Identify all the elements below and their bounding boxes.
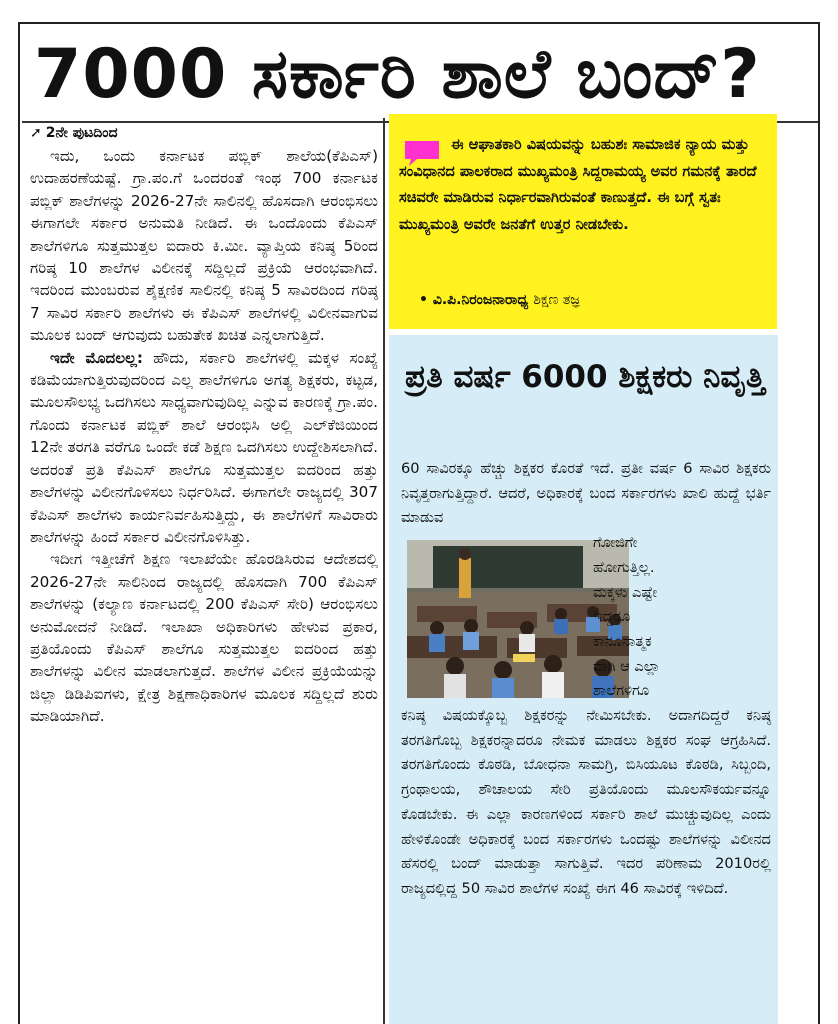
sidebar-paragraph: ಕನಿಷ್ಠ ವಿಷಯಕ್ಕೊಬ್ಬ ಶಿಕ್ಷಕರನ್ನು ನೇಮಿಸಬೇಕು. ಅದಾಗದಿದ್ದರೆ ಕನಿಷ್ಠ ತರಗತಿಗೊಬ್ಬ ಶಿಕ್ಷಕರನ್ನಾದರೂ ನೇಮಕ ಮಾಡಲು ಶಿಕ್ಷಕರ ಸಂಘ ಆಗ್ರಹಿಸಿದೆ. ತರಗತಿಗೊಂದು ಕೊಠಡಿ, ಬೋಧನಾ ಸಾಮಗ್ರಿ, ಬಿಸಿಯೂಟ ಕೊಠಡಿ, ಸಿಬ್ಬಂದಿ, ಗ್ರಂಥಾಲಯ, ಶೌಚಾಲಯ ಸೇರಿ ಪ್ರತಿಯೊಂದು ಮೂಲಸೌಕರ್ಯವನ್ನೂ ಕೊಡಬೇಕು. ಈ ಎಲ್ಲಾ ಕಾರಣಗಳಿಂದ ಸರ್ಕಾರಿ ಶಾಲೆ ಮುಚ್ಚುವುದಿಲ್ಲ ಎಂದು ಹೇಳಿಕೊಂಡೇ ಅಧಿಕಾರಕ್ಕೆ ಬಂದ ಸರ್ಕಾರಗಳು ಒಂದಷ್ಟು ಶಾಲೆಗಳನ್ನು ವಿಲೀನದ ಹೆಸರಲ್ಲಿ ಬಂದ್ ಮಾಡುತ್ತಾ ಸಾಗುತ್ತಿವೆ. ಇದರ ಪರಿಣಾಮ 2010ರಲ್ಲಿ ರಾಜ್ಯದಲ್ಲಿದ್ದ 50 ಸಾವಿರ ಶಾಲೆಗಳ ಸಂಖ್ಯೆ ಈಗ 46 ಸಾವಿರಕ್ಕೆ ಇಳಿದಿದೆ. [401,707,771,897]
article-paragraph [30,145,378,347]
article-paragraph [30,347,378,549]
sidebar-headline: ಪ್ರತಿ ವರ್ಷ 6000 ಶಿಕ್ಷಕರು ನಿವೃತ್ತಿ [405,359,765,395]
wrap-line: ಹೋಗುತ್ತಿಲ್ಲ. [593,558,655,576]
sidebar-paragraph: 60 ಸಾವಿರಕ್ಕೂ ಹೆಚ್ಚು ಶಿಕ್ಷಕರ ಕೊರತೆ ಇದೆ. ಪ್ರತೀ ವರ್ಷ 6 ಸಾವಿರ ಶಿಕ್ಷಕರು ನಿವೃತ್ತರಾಗುತ್ತಿದ್ದಾರೆ. ಆದರೆ, ಅಧಿಕಾರಕ್ಕೆ ಬಂದ ಸರ್ಕಾರಗಳು ಖಾಲಿ ಹುದ್ದೆ ಭರ್ತಿ ಮಾಡುವ [401,460,771,527]
page-border-left [18,22,20,1024]
continued-from [30,125,378,141]
main-article [30,125,378,1024]
paragraph-text: ಇದೀಗ ಇತ್ತೀಚೆಗೆ ಶಿಕ್ಷಣ ಇಲಾಖೆಯೇ ಹೊರಡಿಸಿರುವ ಆದೇಶದಲ್ಲಿ 2026-27ನೇ ಸಾಲಿನಿಂದ ರಾಜ್ಯದಲ್ಲಿ ಹೊಸದಾಗಿ 700 ಕೆಪಿಎಸ್ ಶಾಲೆಗಳನ್ನು (ಕಲ್ಯಾಣ ಕರ್ನಾಟದಲ್ಲಿ 200 ಕೆಪಿಎಸ್ ಸೇರಿ) ಆರಂಭಿಸಲು ಅನುಮೋದನೆ ನೀಡಿದೆ. ಇಲಾಖಾ ಅಧಿಕಾರಿಗಳು ಹೇಳುವ ಪ್ರಕಾರ, ಪ್ರತಿಯೊಂದು ಕೆಪಿಎಸ್ ಶಾಲೆಗೂ ಸುತ್ತಮುತ್ತಲ ಐದರಿಂದ ಹತ್ತು ಶಾಲೆಗಳನ್ನು ವಿಲೀನ ಮಾಡಲಾಗುತ್ತದೆ. ಶಾಲೆಗಳ ವಿಲೀನ ಪ್ರಕ್ರಿಯೆಯನ್ನು ಜಿಲ್ಲಾ ಡಿಡಿಪಿಐಗಳು, ಕ್ಷೇತ್ರ ಶಿಕ್ಷಣಾಧಿಕಾರಿಗಳ ಮೂಲಕ ಸದ್ದಿಲ್ಲದೆ ಶುರು ಮಾಡಿಯಾಗಿದೆ. [30,550,378,726]
quote-author [419,292,580,308]
paragraph-lead: ಇದೇ ಮೊದಲಲ್ಲ: [50,348,143,367]
quote-box [389,114,777,329]
wrap-line: ಮಕ್ಕಳು ಎಷ್ಟೇ [593,583,658,601]
page-border-right [818,22,820,1024]
arrow-icon: ➚ [30,125,42,141]
wrap-line: ಕಾನೂನಾತ್ಮಕ [593,632,652,650]
wrap-line: ಇದ್ದರೂ [593,608,631,626]
author-name: • ವಿ.ಪಿ.ನಿರಂಜನಾರಾಧ್ಯ [419,292,529,308]
sidebar-body [401,457,771,902]
quote-text: ಈ ಆಘಾತಕಾರಿ ವಿಷಯವನ್ನು ಬಹುಶಃ ಸಾಮಾಜಿಕ ನ್ಯಾಯ ಮತ್ತು ಸಂವಿಧಾನದ ಪಾಲಕರಾದ ಮುಖ್ಯಮಂತ್ರಿ ಸಿದ್ದರಾಮಯ್ಯ ಅವರ ಗಮನಕ್ಕೆ ತಾರದೆ ಸಚಿವರೇ ಮಾಡಿರುವ ನಿರ್ಧಾರವಾಗಿರುವಂತೆ ಕಾಣುತ್ತದೆ. ಈ ಬಗ್ಗೆ ಸ್ವತಃ ಮುಖ್ಯಮಂತ್ರಿ ಅವರೇ ಜನತೆಗೆ ಉತ್ತರ ನೀಡಬೇಕು. [399,136,757,233]
continued-label: 2ನೇ ಪುಟದಿಂದ [45,125,118,141]
wrap-line: ವಾಗಿ ಆ ಎಲ್ಲಾ [593,657,661,675]
article-paragraph [30,548,378,727]
paragraph-text: ಹೌದು, ಸರ್ಕಾರಿ ಶಾಲೆಗಳಲ್ಲಿ ಮಕ್ಕಳ ಸಂಖ್ಯೆ ಕಡಿಮೆಯಾಗುತ್ತಿರುವುದರಿಂದ ಎಲ್ಲ ಶಾಲೆಗಳಿಗೂ ಅಗತ್ಯ ಶಿಕ್ಷಕರು, ಕಟ್ಟಡ, ಮೂಲಸೌಲಭ್ಯ ಒದಗಿಸಲು ಸಾಧ್ಯವಾಗುವುದಿಲ್ಲ ಎನ್ನುವ ಕಾರಣಕ್ಕೆ ಗ್ರಾ.ಪಂ. ಗೊಂದು ಕರ್ನಾಟಕ ಪಬ್ಲಿಕ್ ಶಾಲೆ ಆರಂಭಿಸಿ ಅಲ್ಲಿ ಎಲ್‌ಕೆಜಿಯಿಂದ 12ನೇ ತರಗತಿ ವರೆಗೂ ಒಂದೇ ಕಡೆ ಶಿಕ್ಷಣ ಒದಗಿಸಲು ಉದ್ದೇಶಿಸಲಾಗಿದೆ. ಅದರಂತೆ ಪ್ರತಿ ಕೆಪಿಎಸ್ ಶಾಲೆಗೂ ಸುತ್ತಮುತ್ತಲ ಐದರಿಂದ ಹತ್ತು ಶಾಲೆಗಳನ್ನು ವಿಲೀನಗೊಳಿಸಲು ನಿರ್ಧರಿಸಿದೆ. ಈಗಾಗಲೇ ರಾಜ್ಯದಲ್ಲಿ 307 ಕೆಪಿಎಸ್ ಶಾಲೆಗಳು ಕಾರ್ಯನಿರ್ವಹಿಸುತ್ತಿದ್ದು, ಈ ಶಾಲೆಗಳಿಗೆ ಸಾವಿರಾರು ಶಾಲೆಗಳನ್ನು ಹಿಂದೆ ಸರ್ಕಾರ ವಿಲೀನಗೊಳಿಸಿತ್ತು. [30,348,378,546]
headline: 7000 ಸರ್ಕಾರಿ ಶಾಲೆ ಬಂದ್? [34,35,761,114]
paragraph-text: ಇದು, ಒಂದು ಕರ್ನಾಟಕ ಪಬ್ಲಿಕ್ ಶಾಲೆಯ(ಕೆಪಿಎಸ್) ಉದಾಹರಣೆಯಷ್ಟೆ. ಗ್ರಾ.ಪಂ.ಗೆ ಒಂದರಂತೆ ಇಂಥ 700 ಕರ್ನಾಟಕ ಪಬ್ಲಿಕ್ ಶಾಲೆಗಳನ್ನು 2026-27ನೇ ಸಾಲಿನಲ್ಲಿ ಹೊಸದಾಗಿ ಆರಂಭಿಸಲು ಈಗಾಗಲೇ ಸರ್ಕಾರ ಅನುಮತಿ ನೀಡಿದೆ. ಈ ಒಂದೊಂದು ಕೆಪಿಎಸ್ ಶಾಲೆಗಳಿಗೂ ಸುತ್ತಮುತ್ತಲ ಐದಾರು ಕಿ.ಮೀ. ವ್ಯಾಪ್ತಿಯ ಕನಿಷ್ಠ 5ರಿಂದ ಗರಿಷ್ಠ 10 ಶಾಲೆಗಳ ವಿಲೀನಕ್ಕೆ ಸದ್ದಿಲ್ಲದೆ ಪ್ರಕ್ರಿಯೆ ಆರಂಭವಾಗಿದೆ. ಇದರಿಂದ ಮುಂಬರುವ ಶೈಕ್ಷಣಿಕ ಸಾಲಿನಲ್ಲಿ ಕನಿಷ್ಠ 5 ಸಾವಿರದಿಂದ ಗರಿಷ್ಠ 7 ಸಾವಿರ ಸರ್ಕಾರಿ ಶಾಲೆಗಳು ಈ ಕೆಪಿಎಸ್ ಶಾಲೆಗಳಲ್ಲಿ ವಿಲೀನವಾಗುವ ಮೂಲಕ ಬಂದ್ ಆಗುವುದು ಬಹುತೇಕ ಖಚಿತ ಎನ್ನಲಾಗುತ್ತಿದೆ. [30,147,378,345]
page-border-top [18,22,820,24]
author-role: ಶಿಕ್ಷಣ ತಜ್ಞ [533,292,580,308]
column-rule [383,118,385,1024]
sidebar-box [389,335,778,1024]
wrap-line: ಶಾಲೆಗಳಿಗೂ [593,682,650,700]
wrap-line: ಗೋಜಿಗೇ [593,534,638,552]
